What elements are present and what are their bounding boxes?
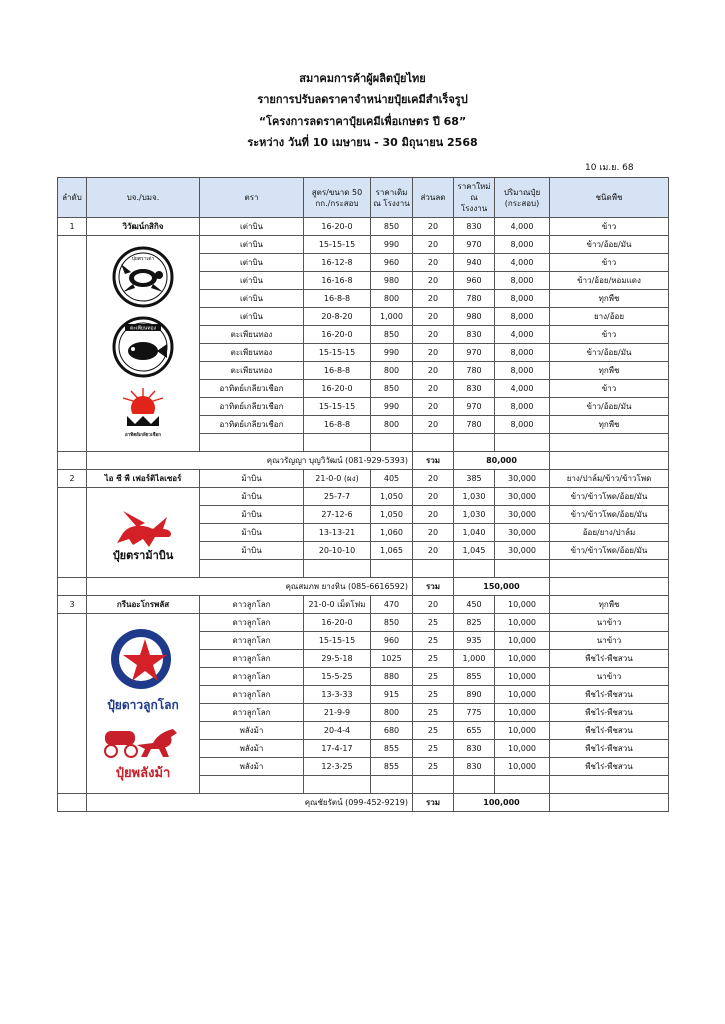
old-price-cell: 850 bbox=[371, 218, 413, 236]
quantity-cell: 10,000 bbox=[495, 596, 550, 614]
brand-cell: ม้าบิน bbox=[200, 506, 304, 524]
brand-cell: เต่าบิน bbox=[200, 308, 304, 326]
formula-cell: 16-20-0 bbox=[304, 380, 371, 398]
quantity-cell: 8,000 bbox=[495, 290, 550, 308]
period-title: ระหว่าง วันที่ 10 เมษายน - 30 มิถุนายน 2568 bbox=[247, 136, 478, 149]
brand-cell: อาทิตย์เกลียวเชือก bbox=[200, 380, 304, 398]
crop-cell: ข้าว bbox=[550, 218, 669, 236]
crop-cell: พืชไร่-พืชสวน bbox=[550, 740, 669, 758]
quantity-cell: 30,000 bbox=[495, 506, 550, 524]
empty-cell bbox=[200, 434, 304, 452]
discount-cell: 20 bbox=[413, 290, 454, 308]
formula-cell: 15-15-15 bbox=[304, 236, 371, 254]
crop-cell: ยาง/อ้อย bbox=[550, 308, 669, 326]
formula-cell: 21-0-0 (ผง) bbox=[304, 470, 371, 488]
empty-cell bbox=[454, 434, 495, 452]
brand-cell: ดาวลูกโลก bbox=[200, 614, 304, 632]
empty-cell bbox=[58, 794, 87, 812]
empty-cell bbox=[371, 434, 413, 452]
old-price-cell: 1,060 bbox=[371, 524, 413, 542]
crop-cell: พืชไร่-พืชสวน bbox=[550, 758, 669, 776]
old-price-cell: 800 bbox=[371, 416, 413, 434]
col-header: ส่วนลด bbox=[413, 178, 454, 218]
crop-cell: ข้าว/อ้อย/มัน bbox=[550, 398, 669, 416]
crop-cell: ข้าว/ข้าวโพด/อ้อย/มัน bbox=[550, 488, 669, 506]
star-logo-text: ปุ๋ยดาวลูกโลก bbox=[107, 697, 179, 712]
old-price-cell: 405 bbox=[371, 470, 413, 488]
pegasus-logo-text: ปุ๋ยตราม้าบิน bbox=[112, 548, 174, 562]
contact-person-cell: คุณชัยรัตน์ (099-452-9219) bbox=[87, 794, 413, 812]
quantity-cell: 10,000 bbox=[495, 704, 550, 722]
crop-cell: พืชไร่-พืชสวน bbox=[550, 722, 669, 740]
discount-cell: 20 bbox=[413, 236, 454, 254]
new-price-cell: 1,045 bbox=[454, 542, 495, 560]
new-price-cell: 970 bbox=[454, 398, 495, 416]
discount-cell: 20 bbox=[413, 308, 454, 326]
new-price-cell: 830 bbox=[454, 758, 495, 776]
new-price-cell: 960 bbox=[454, 272, 495, 290]
quantity-cell: 8,000 bbox=[495, 416, 550, 434]
old-price-cell: 990 bbox=[371, 398, 413, 416]
new-price-cell: 825 bbox=[454, 614, 495, 632]
table-row bbox=[58, 236, 669, 254]
quantity-cell: 30,000 bbox=[495, 542, 550, 560]
new-price-cell: 830 bbox=[454, 326, 495, 344]
brand-cell: อาทิตย์เกลียวเชือก bbox=[200, 416, 304, 434]
new-price-cell: 935 bbox=[454, 632, 495, 650]
crop-cell: ยาง/ปาล์ม/ข้าว/ข้าวโพด bbox=[550, 470, 669, 488]
discount-cell: 20 bbox=[413, 488, 454, 506]
new-price-cell: 450 bbox=[454, 596, 495, 614]
quantity-cell: 30,000 bbox=[495, 488, 550, 506]
col-header: ตรา bbox=[200, 178, 304, 218]
crop-cell: พืชไร่-พืชสวน bbox=[550, 650, 669, 668]
quantity-cell: 10,000 bbox=[495, 668, 550, 686]
brand-cell: เต่าบิน bbox=[200, 218, 304, 236]
empty-cell bbox=[550, 452, 669, 470]
empty-cell bbox=[413, 776, 454, 794]
logo-cell bbox=[87, 236, 200, 452]
formula-cell: 27-12-6 bbox=[304, 506, 371, 524]
association-title: สมาคมการค้าผู้ผลิตปุ๋ยไทย bbox=[299, 72, 426, 85]
quantity-cell: 10,000 bbox=[495, 632, 550, 650]
old-price-cell: 990 bbox=[371, 236, 413, 254]
formula-cell: 16-12-8 bbox=[304, 254, 371, 272]
brand-cell: เต่าบิน bbox=[200, 236, 304, 254]
table-header-row bbox=[58, 178, 669, 218]
crop-cell: นาข้าว bbox=[550, 614, 669, 632]
empty-cell bbox=[58, 452, 87, 470]
total-quantity-cell: 150,000 bbox=[454, 578, 550, 596]
old-price-cell: 960 bbox=[371, 254, 413, 272]
quantity-cell: 8,000 bbox=[495, 308, 550, 326]
quantity-cell: 4,000 bbox=[495, 218, 550, 236]
brand-cell: ม้าบิน bbox=[200, 542, 304, 560]
discount-cell: 20 bbox=[413, 398, 454, 416]
discount-cell: 20 bbox=[413, 542, 454, 560]
discount-cell: 20 bbox=[413, 596, 454, 614]
row-number-blank bbox=[58, 614, 87, 794]
brand-cell: ดาวลูกโลก bbox=[200, 632, 304, 650]
crop-cell: ข้าว/อ้อย/มัน bbox=[550, 344, 669, 362]
logo-cell bbox=[87, 614, 200, 794]
quantity-cell: 8,000 bbox=[495, 362, 550, 380]
crop-cell: ข้าว bbox=[550, 380, 669, 398]
new-price-cell: 780 bbox=[454, 416, 495, 434]
old-price-cell: 1,000 bbox=[371, 308, 413, 326]
horse-wagon-brand-logo bbox=[93, 723, 193, 783]
crop-cell: ข้าว/อ้อย/มัน bbox=[550, 236, 669, 254]
formula-cell: 29-5-18 bbox=[304, 650, 371, 668]
quantity-cell: 4,000 bbox=[495, 326, 550, 344]
brand-cell: ม้าบิน bbox=[200, 470, 304, 488]
discount-cell: 20 bbox=[413, 380, 454, 398]
formula-cell: 15-5-25 bbox=[304, 668, 371, 686]
col-header: ปริมาณปุ๋ย (กระสอบ) bbox=[495, 178, 550, 218]
brand-cell: ดาวลูกโลก bbox=[200, 668, 304, 686]
discount-cell: 20 bbox=[413, 254, 454, 272]
discount-cell: 25 bbox=[413, 686, 454, 704]
brand-cell: พลังม้า bbox=[200, 740, 304, 758]
old-price-cell: 1,050 bbox=[371, 506, 413, 524]
discount-cell: 25 bbox=[413, 632, 454, 650]
discount-cell: 20 bbox=[413, 470, 454, 488]
brand-cell: ตะเพียนทอง bbox=[200, 326, 304, 344]
old-price-cell: 800 bbox=[371, 362, 413, 380]
quantity-cell: 10,000 bbox=[495, 740, 550, 758]
company-name-cell: กรีนอะโกรพลัส bbox=[87, 596, 200, 614]
formula-cell: 15-15-15 bbox=[304, 632, 371, 650]
table-row bbox=[58, 596, 669, 614]
crop-cell: พืชไร่-พืชสวน bbox=[550, 704, 669, 722]
quantity-cell: 30,000 bbox=[495, 524, 550, 542]
discount-cell: 25 bbox=[413, 740, 454, 758]
formula-cell: 15-15-15 bbox=[304, 398, 371, 416]
new-price-cell: 1,030 bbox=[454, 506, 495, 524]
table-row bbox=[58, 470, 669, 488]
brand-cell: พลังม้า bbox=[200, 758, 304, 776]
new-price-cell: 1,030 bbox=[454, 488, 495, 506]
project-title: “โครงการลดราคาปุ๋ยเคมีเพื่อเกษตร ปี 68” bbox=[258, 115, 467, 128]
col-header: ราคาเดิม ณ โรงงาน bbox=[371, 178, 413, 218]
quantity-cell: 10,000 bbox=[495, 614, 550, 632]
empty-cell bbox=[495, 560, 550, 578]
old-price-cell: 855 bbox=[371, 740, 413, 758]
brand-cell: ดาวลูกโลก bbox=[200, 650, 304, 668]
contact-person-cell: คุณสมภพ ยางหิน (085-6616592) bbox=[87, 578, 413, 596]
col-header: ชนิดพืช bbox=[550, 178, 669, 218]
empty-cell bbox=[550, 434, 669, 452]
formula-cell: 20-4-4 bbox=[304, 722, 371, 740]
empty-cell bbox=[58, 578, 87, 596]
old-price-cell: 680 bbox=[371, 722, 413, 740]
contact-person-cell: คุณวรัญญา บุญวิวัฒน์ (081-929-5393) bbox=[87, 452, 413, 470]
total-label-cell: รวม bbox=[413, 794, 454, 812]
new-price-cell: 890 bbox=[454, 686, 495, 704]
table-row bbox=[58, 614, 669, 632]
formula-cell: 20-8-20 bbox=[304, 308, 371, 326]
old-price-cell: 915 bbox=[371, 686, 413, 704]
row-number-blank bbox=[58, 488, 87, 578]
old-price-cell: 850 bbox=[371, 326, 413, 344]
company-name-cell: วิวัฒน์กสิกิจ bbox=[87, 218, 200, 236]
new-price-cell: 1,000 bbox=[454, 650, 495, 668]
new-price-cell: 830 bbox=[454, 218, 495, 236]
empty-cell bbox=[495, 776, 550, 794]
horse-logo-text: ปุ๋ยพลังม้า bbox=[115, 765, 171, 781]
crop-cell: ข้าว bbox=[550, 326, 669, 344]
row-number-cell: 1 bbox=[58, 218, 87, 236]
discount-cell: 25 bbox=[413, 668, 454, 686]
quantity-cell: 10,000 bbox=[495, 722, 550, 740]
formula-cell: 13-3-33 bbox=[304, 686, 371, 704]
crop-cell: ทุกพืช bbox=[550, 596, 669, 614]
new-price-cell: 780 bbox=[454, 362, 495, 380]
company-name-cell: ไอ ซี พี เฟอร์ติไลเซอร์ bbox=[87, 470, 200, 488]
brand-cell: เต่าบิน bbox=[200, 254, 304, 272]
formula-cell: 21-9-9 bbox=[304, 704, 371, 722]
total-quantity-cell: 100,000 bbox=[454, 794, 550, 812]
empty-cell bbox=[413, 434, 454, 452]
summary-row bbox=[58, 452, 669, 470]
brand-cell: เต่าบิน bbox=[200, 290, 304, 308]
quantity-cell: 10,000 bbox=[495, 758, 550, 776]
old-price-cell: 960 bbox=[371, 632, 413, 650]
old-price-cell: 800 bbox=[371, 704, 413, 722]
crop-cell: ข้าว bbox=[550, 254, 669, 272]
row-number-cell: 3 bbox=[58, 596, 87, 614]
formula-cell: 16-20-0 bbox=[304, 326, 371, 344]
discount-cell: 25 bbox=[413, 650, 454, 668]
brand-cell: ดาวลูกโลก bbox=[200, 686, 304, 704]
turtle-brand-logo bbox=[111, 246, 175, 308]
brand-cell: ตะเพียนทอง bbox=[200, 362, 304, 380]
old-price-cell: 1,050 bbox=[371, 488, 413, 506]
old-price-cell: 850 bbox=[371, 614, 413, 632]
discount-cell: 20 bbox=[413, 218, 454, 236]
formula-cell: 21-0-0 เม็ดโฟม bbox=[304, 596, 371, 614]
quantity-cell: 8,000 bbox=[495, 236, 550, 254]
crop-cell: ทุกพืช bbox=[550, 362, 669, 380]
discount-cell: 25 bbox=[413, 614, 454, 632]
new-price-cell: 940 bbox=[454, 254, 495, 272]
old-price-cell: 800 bbox=[371, 290, 413, 308]
new-price-cell: 970 bbox=[454, 344, 495, 362]
empty-cell bbox=[304, 434, 371, 452]
document-title: รายการปรับลดราคาจำหน่ายปุ๋ยเคมีสำเร็จรูป bbox=[257, 93, 468, 106]
brand-cell: อาทิตย์เกลียวเชือก bbox=[200, 398, 304, 416]
empty-cell bbox=[550, 560, 669, 578]
brand-cell: ดาวลูกโลก bbox=[200, 596, 304, 614]
quantity-cell: 10,000 bbox=[495, 686, 550, 704]
empty-cell bbox=[495, 434, 550, 452]
formula-cell: 16-20-0 bbox=[304, 614, 371, 632]
crop-cell: อ้อย/ยาง/ปาล์ม bbox=[550, 524, 669, 542]
crop-cell: ข้าว/ข้าวโพด/อ้อย/มัน bbox=[550, 506, 669, 524]
formula-cell: 16-8-8 bbox=[304, 362, 371, 380]
new-price-cell: 855 bbox=[454, 668, 495, 686]
discount-cell: 20 bbox=[413, 344, 454, 362]
empty-cell bbox=[550, 776, 669, 794]
discount-cell: 25 bbox=[413, 722, 454, 740]
new-price-cell: 830 bbox=[454, 740, 495, 758]
old-price-cell: 1025 bbox=[371, 650, 413, 668]
empty-cell bbox=[454, 560, 495, 578]
new-price-cell: 775 bbox=[454, 704, 495, 722]
row-number-blank bbox=[58, 236, 87, 452]
col-header: บจ./บมจ. bbox=[87, 178, 200, 218]
table-row bbox=[58, 218, 669, 236]
new-price-cell: 780 bbox=[454, 290, 495, 308]
discount-cell: 20 bbox=[413, 272, 454, 290]
empty-cell bbox=[413, 560, 454, 578]
quantity-cell: 8,000 bbox=[495, 344, 550, 362]
crop-cell: พืชไร่-พืชสวน bbox=[550, 686, 669, 704]
quantity-cell: 10,000 bbox=[495, 650, 550, 668]
table-row bbox=[58, 488, 669, 506]
discount-cell: 20 bbox=[413, 326, 454, 344]
empty-cell bbox=[550, 578, 669, 596]
fish-brand-logo bbox=[111, 316, 175, 378]
quantity-cell: 4,000 bbox=[495, 380, 550, 398]
brand-cell: เต่าบิน bbox=[200, 272, 304, 290]
new-price-cell: 655 bbox=[454, 722, 495, 740]
document-date: 10 เม.ย. 68 bbox=[585, 163, 634, 173]
crop-cell: ทุกพืช bbox=[550, 416, 669, 434]
formula-cell: 15-15-15 bbox=[304, 344, 371, 362]
old-price-cell: 855 bbox=[371, 758, 413, 776]
ship-logo-text: อาทิตย์เกลียวเชือก bbox=[125, 432, 161, 438]
quantity-cell: 8,000 bbox=[495, 398, 550, 416]
quantity-cell: 8,000 bbox=[495, 272, 550, 290]
formula-cell: 16-8-8 bbox=[304, 290, 371, 308]
formula-cell: 20-10-10 bbox=[304, 542, 371, 560]
crop-cell: ทุกพืช bbox=[550, 290, 669, 308]
crop-cell: ข้าว/อ้อย/หอมแดง bbox=[550, 272, 669, 290]
total-label-cell: รวม bbox=[413, 452, 454, 470]
empty-cell bbox=[371, 560, 413, 578]
summary-row bbox=[58, 578, 669, 596]
discount-cell: 20 bbox=[413, 524, 454, 542]
formula-cell: 17-4-17 bbox=[304, 740, 371, 758]
summary-row bbox=[58, 794, 669, 812]
row-number-cell: 2 bbox=[58, 470, 87, 488]
empty-cell bbox=[200, 560, 304, 578]
old-price-cell: 1,065 bbox=[371, 542, 413, 560]
old-price-cell: 990 bbox=[371, 344, 413, 362]
quantity-cell: 4,000 bbox=[495, 254, 550, 272]
brand-cell: ตะเพียนทอง bbox=[200, 344, 304, 362]
old-price-cell: 850 bbox=[371, 380, 413, 398]
discount-cell: 25 bbox=[413, 758, 454, 776]
brand-cell: ดาวลูกโลก bbox=[200, 704, 304, 722]
formula-cell: 12-3-25 bbox=[304, 758, 371, 776]
crop-cell: นาข้าว bbox=[550, 632, 669, 650]
formula-cell: 16-16-8 bbox=[304, 272, 371, 290]
empty-cell bbox=[200, 776, 304, 794]
crop-cell: นาข้าว bbox=[550, 668, 669, 686]
crop-cell: ข้าว/ข้าวโพด/อ้อย/มัน bbox=[550, 542, 669, 560]
col-header: ลำดับ bbox=[58, 178, 87, 218]
col-header: ราคาใหม่ ณ โรงงาน bbox=[454, 178, 495, 218]
discount-cell: 20 bbox=[413, 362, 454, 380]
brand-cell: ม้าบิน bbox=[200, 524, 304, 542]
col-header: สูตร/ขนาด 50 กก./กระสอบ bbox=[304, 178, 371, 218]
total-quantity-cell: 80,000 bbox=[454, 452, 550, 470]
empty-cell bbox=[304, 776, 371, 794]
new-price-cell: 830 bbox=[454, 380, 495, 398]
discount-cell: 25 bbox=[413, 704, 454, 722]
star-globe-brand-logo bbox=[93, 625, 193, 717]
price-table bbox=[57, 177, 669, 812]
new-price-cell: 1,040 bbox=[454, 524, 495, 542]
old-price-cell: 470 bbox=[371, 596, 413, 614]
ship-sun-brand-logo bbox=[111, 384, 175, 442]
discount-cell: 20 bbox=[413, 506, 454, 524]
formula-cell: 16-8-8 bbox=[304, 416, 371, 434]
new-price-cell: 970 bbox=[454, 236, 495, 254]
empty-cell bbox=[550, 794, 669, 812]
pegasus-brand-logo bbox=[93, 503, 193, 563]
logo-cell bbox=[87, 488, 200, 578]
empty-cell bbox=[454, 776, 495, 794]
new-price-cell: 980 bbox=[454, 308, 495, 326]
discount-cell: 20 bbox=[413, 416, 454, 434]
formula-cell: 13-13-21 bbox=[304, 524, 371, 542]
empty-cell bbox=[304, 560, 371, 578]
formula-cell: 16-20-0 bbox=[304, 218, 371, 236]
total-label-cell: รวม bbox=[413, 578, 454, 596]
old-price-cell: 980 bbox=[371, 272, 413, 290]
brand-cell: ม้าบิน bbox=[200, 488, 304, 506]
turtle-logo-text: ปุยตราเต่า bbox=[131, 255, 155, 262]
formula-cell: 25-7-7 bbox=[304, 488, 371, 506]
brand-cell: พลังม้า bbox=[200, 722, 304, 740]
quantity-cell: 30,000 bbox=[495, 470, 550, 488]
new-price-cell: 385 bbox=[454, 470, 495, 488]
old-price-cell: 880 bbox=[371, 668, 413, 686]
empty-cell bbox=[371, 776, 413, 794]
fish-logo-text: ตะเพียนทอง bbox=[129, 325, 157, 331]
